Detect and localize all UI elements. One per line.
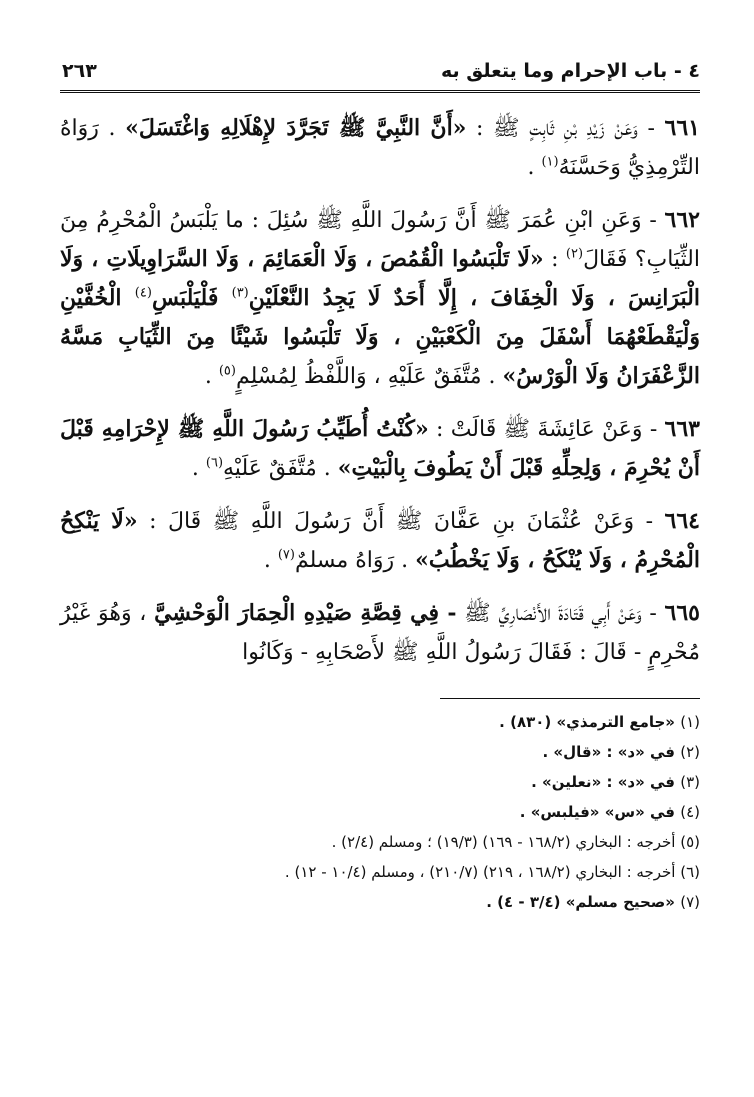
footnote-number: (٤) (680, 803, 700, 821)
hadith-text: . (191, 456, 206, 481)
footnote-text: «صحيح مسلم» (٣/٤ - ٤) . (486, 893, 681, 911)
footnotes (60, 707, 700, 917)
hadith-text: . مُتَّفَقٌ عَلَيْهِ ، وَاللَّفْظُ لِمُسْلِمٍ (235, 364, 503, 389)
hadith-text: - وَعَنْ عُثْمَانَ بنِ عَفَّانَ ﷺ أَنَّ رَسُولَ اللَّهِ ﷺ قَالَ : (137, 509, 665, 534)
hadith-text: . (263, 548, 278, 573)
footnote-number: (٣) (680, 773, 700, 791)
footnote-text: في «د» : «قال» . (542, 743, 681, 761)
hadith-quote: - فِي قِصَّةِ صَيْدِهِ الْحِمَارَ الْوَحْشِيَّ (154, 600, 457, 626)
footnote-text: في «د» : «نعلين» . (531, 773, 681, 791)
chapter-title: ٤ - باب الإحرام وما يتعلق به (440, 60, 700, 82)
hadith-text: . رَوَاهُ مسلمٌ (294, 548, 416, 573)
hadith-number: ٦٦١ (664, 115, 700, 141)
footnote-divider (440, 698, 700, 699)
footnote-item (60, 737, 700, 767)
footnote-marker: (٣) (231, 285, 249, 301)
hadith-number: ٦٦٥ (664, 600, 700, 626)
hadith-paragraph (60, 109, 700, 187)
footnote-marker: (٥) (218, 363, 236, 379)
footnote-item (60, 797, 700, 827)
hadith-quote: «أَنَّ النَّبِيَّ ﷺ تَجَرَّدَ لإِهْلَالِهِ وَاغْتَسَلَ» (125, 115, 467, 141)
footnote-text: أخرجه : البخاري (١٦٨/٢ ، ٢١٩) (٢١٠/٧) ، ومسلم (١٠/٤ - ١٢) . (284, 863, 681, 881)
footnote-text: «جامع الترمذي» (٨٣٠) . (499, 713, 681, 731)
hadith-paragraph (60, 502, 700, 580)
page-number: ٢٦٣ (62, 60, 97, 82)
hadith-paragraph (60, 410, 700, 488)
hadith-quote: «لَا تَلْبَسُوا الْقُمُصَ ، وَلَا الْعَمَائِمَ ، وَلَا السَّرَاوِيلَاتِ ، وَلَا الْبَرَانِسَ ، وَلَا الْخِفَافَ ، إِلَّا أَحَدٌ لَا يَجِدُ النَّعْلَيْنِ (60, 246, 700, 311)
footnote-item (60, 707, 700, 737)
footnote-text: في «س» «فيلبس» . (519, 803, 681, 821)
hadith-quote: «لَا يَنْكِحُ الْمُحْرِمُ ، وَلَا يُنْكَحُ ، وَلَا يَخْطُبُ» (60, 508, 700, 573)
hadith-text: ، وَهُوَ غَيْرُ مُحْرِمٍ - قَالَ : فَقَالَ رَسُولُ اللَّهِ ﷺ لأَصْحَابِهِ - وَكَانُوا (60, 601, 700, 665)
footnote-item (60, 887, 700, 917)
footnote-number: (٢) (680, 743, 700, 761)
main-text (60, 109, 700, 672)
hadith-text: . (527, 155, 542, 180)
hadith-number: ٦٦٢ (664, 207, 700, 233)
hadith-number: ٦٦٣ (664, 416, 700, 442)
footnote-number: (٦) (680, 863, 700, 881)
hadith-text: : (543, 247, 566, 272)
hadith-quote: فَلْيَلْبَسِ (151, 285, 232, 311)
footnote-marker: (٦) (205, 455, 224, 471)
hadith-text: . مُتَّفَقٌ عَلَيْهِ (223, 456, 338, 481)
hadith-text: . رَوَاهُ التِّرْمِذِيُّ وَحَسَّنَهُ (60, 116, 700, 180)
footnote-number: (٧) (680, 893, 700, 911)
hadith-text: - وَعَنْ زَيْدِ بْنِ ثَابِتٍ ﷺ : (466, 116, 665, 141)
footnote-marker: (٤) (134, 285, 152, 301)
footnote-text: أخرجه : البخاري (١٦٨/٢ - ١٦٩) (١٩/٣) ؛ ومسلم (٢/٤) . (331, 833, 681, 851)
footnote-item (60, 827, 700, 857)
hadith-paragraph (60, 201, 700, 396)
footnote-marker: (١) (541, 154, 559, 170)
hadith-number: ٦٦٤ (664, 508, 700, 534)
hadith-text: - وَعَنْ عَائِشَةَ ﷺ قَالَتْ : (428, 417, 665, 442)
hadith-paragraph (60, 594, 700, 672)
hadith-quote: «كُنْتُ أُطَيِّبُ رَسُولَ اللَّهِ ﷺ لإِحْرَامِهِ قَبْلَ أَنْ يُحْرِمَ ، وَلِحِلِّهِ قَبْلَ أَنْ يَطُوفَ بِالْبَيْتِ» (60, 416, 700, 481)
book-page (60, 50, 700, 1060)
hadith-text: . (204, 364, 219, 389)
hadith-text: - وَعَنِ ابْنِ عُمَرَ ﷺ أَنَّ رَسُولَ اللَّهِ ﷺ سُئِلَ : ما يَلْبَسُ الْمُحْرِمُ مِنَ الثِّيَابِ؟ فَقَالَ (60, 208, 701, 272)
footnote-number: (٥) (680, 833, 700, 851)
footnote-item (60, 857, 700, 887)
footnote-marker: (٢) (565, 246, 584, 262)
hadith-text: - وَعَنْ أَبِي قَتَادَةَ الأَنْصَارِيِّ ﷺ (456, 601, 665, 626)
hadith-quote: الْخُفَّيْنِ وَلْيَقْطَعْهُمَا أَسْفَلَ مِنَ الْكَعْبَيْنِ ، وَلَا تَلْبَسُوا شَيْئًا مِنَ الثِّيَابِ مَسَّهُ الزَّعْفَرَانُ وَلَا الْوَرْسُ» (60, 285, 700, 389)
page-header (60, 50, 700, 93)
footnote-item (60, 767, 700, 797)
footnote-marker: (٧) (277, 547, 295, 563)
footnote-number: (١) (680, 713, 700, 731)
